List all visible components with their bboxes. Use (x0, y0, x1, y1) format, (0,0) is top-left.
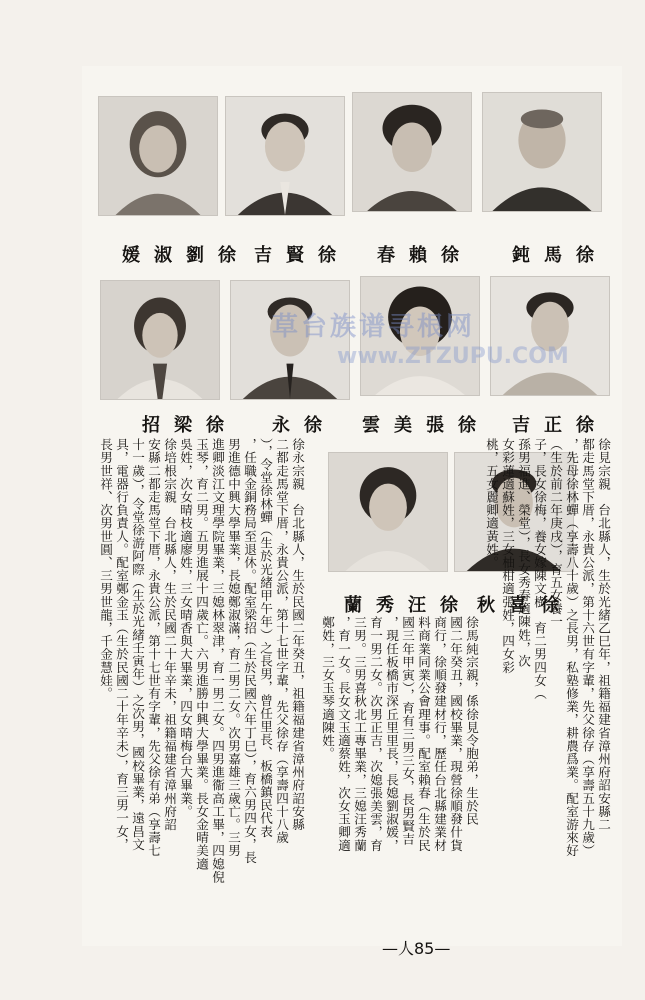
portrait-photo (482, 92, 602, 212)
text-column: 孫男福進、榮堂），長女秀春適陳姓，次 (516, 438, 531, 668)
portrait-caption: 徐劉淑媛 (122, 245, 250, 266)
text-column: ），令堂徐林蟬（生於光緒甲午年）之長男，曾任里長、板橋鎮民代表 (258, 438, 273, 838)
text-column: 徐永宗親 台北縣人，生於民國二年癸丑，祖籍福建省漳州府詔安縣 (290, 438, 305, 831)
text-column: 國二年癸丑，國校畢業，現營徐順發什貨 (448, 616, 463, 852)
text-column: 吳姓，次女晴枝適廖姓，三女晴香與大畢業，四女晴梅台大畢業。 (178, 438, 193, 818)
portrait-caption: 徐馬鈍 (512, 245, 608, 266)
text-column: 徐培根宗親 台北縣人，生於民國二十年辛未，祖籍福建省漳州府詔 (162, 438, 177, 831)
genealogy-page (82, 66, 622, 958)
text-column: 長男世祥、次男世圓、三男世龍，千金慧娃。 (98, 438, 113, 700)
portrait-caption: 徐賴春 (377, 245, 473, 266)
page-number: —人85— (382, 939, 451, 958)
text-column: 男進德中興大學畢業，長媳鄭淑滿，育二男二女。次男嘉雄三歲亡。三男 (226, 438, 241, 858)
portrait-caption: 徐張美雲 (362, 415, 490, 436)
text-column: 徐馬純宗親，係徐見令胞弟，生於民 (464, 616, 479, 826)
text-column: 女彩蓮適蘇姓，三女柚柑適張姓，四女彩 (500, 438, 515, 674)
portrait-photo (98, 96, 218, 216)
text-column: 安縣二都走馬堂下厝，永貴公派，第十七世有字輩，先父徐有弟（享壽七 (146, 438, 161, 858)
portrait-caption: 徐永 (272, 415, 336, 436)
text-column: ，先母徐林蟬（享壽八十歲）之長男，私塾修業，耕農爲業。配室游來好 (564, 438, 579, 858)
portrait-photo (328, 452, 448, 572)
text-column: ，任職金銅務局至退休。配室梁招（生於民國六年丁巳），育六男四女，長 (242, 438, 257, 864)
portrait-caption: 徐正吉 (512, 415, 608, 436)
text-column: 具，電器行負責人。配室鄭金玉（生於民國二十年辛未），育三男一女， (114, 438, 129, 851)
text-column: 都走馬堂下厝，永貴公派，第十六世有字輩，先父徐存（享壽五十九歲） (580, 438, 595, 858)
portrait-caption: 徐喜秋 (477, 595, 573, 616)
text-column: 國三年甲寅），育有三男三女，長男賢吉 (400, 616, 415, 846)
text-column: 料商業同業公會理事。配室賴春（生於民 (416, 616, 431, 852)
portrait-photo (225, 96, 345, 216)
text-column: 桃，五女麗卿適黃姓。 (484, 438, 499, 569)
text-column: 玉琴，育二男。五男進展十四歲亡。六男進勝中興大學畢業。長女金晴美適 (194, 438, 209, 871)
text-column: 進卿淡江文理學院畢業，三媳林翠津，育一男二女。四男進衞高工畢，四媳倪 (210, 438, 225, 884)
text-column: 二都走馬堂下厝，永貴公派，第十七世字輩，先父徐存（享壽四十八歲 (274, 438, 289, 845)
portrait-photo (490, 276, 610, 396)
text-column: 鄭姓，三女玉琴適陳姓。 (320, 616, 335, 761)
portrait-photo (352, 92, 472, 212)
text-column: 三男。三男喜秋北工專畢業，三媳汪秀蘭 (352, 616, 367, 852)
portrait-caption: 徐賢吉 (254, 245, 350, 266)
text-column: 徐見宗親 台北縣人，生於光緒乙巳年，祖籍福建省漳州府詔安縣二 (596, 438, 611, 831)
portrait-caption: 徐梁招 (142, 415, 238, 436)
text-column: 十一歲），令堂徐游阿際（生於光緒壬寅年）之次男，國校畢業，遠昌文 (130, 438, 145, 851)
text-column: （生於前二年庚戌），育五女養一 (548, 438, 563, 629)
text-column: 育一男二女。次男正吉，次媳張美雲，育 (368, 616, 383, 852)
text-column: ，育一女。長女文玉適蔡姓，次女玉卿適 (336, 616, 351, 852)
portrait-caption: 徐汪秀蘭 (344, 595, 472, 616)
text-column: 商行，徐順發建材行，歷任台北縣建業材 (432, 616, 447, 852)
portrait-photo (100, 280, 220, 400)
text-column: ，現任板橋市深丘里里長，長媳劉淑媛， (384, 616, 399, 852)
text-column: 子，長女徐梅，養女嫁陳文樹，育二男四女（ (532, 438, 547, 700)
watermark-text: 草台族谱寻根网 (272, 312, 476, 342)
watermark-url: www.ZTZUPU.COM (337, 344, 569, 369)
